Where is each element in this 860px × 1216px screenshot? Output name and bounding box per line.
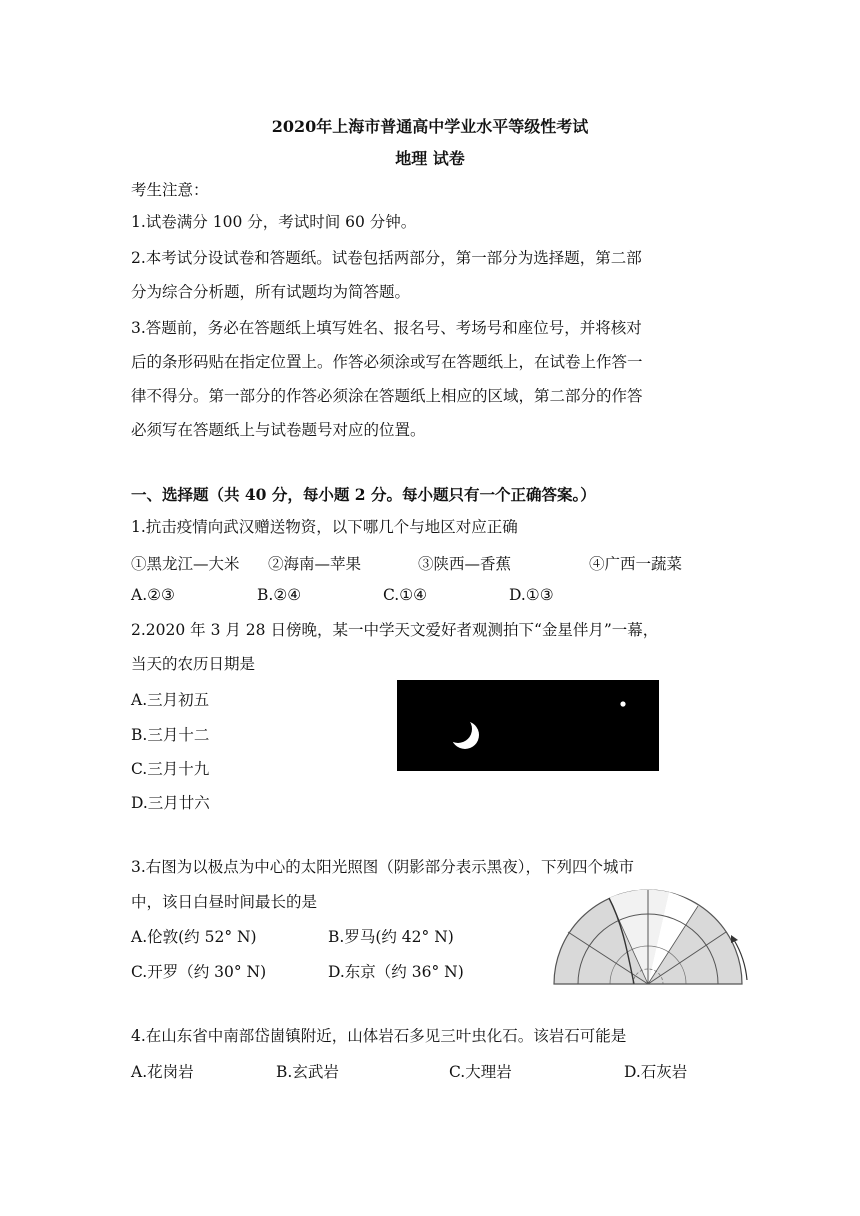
notice-line-4: 3.答题前，务必在答题纸上填写姓名、报名号、考场号和座位号，并将核对 [131,319,642,337]
q4-option-a: A.花岗岩 [131,1063,194,1081]
notice-line-1: 1.试卷满分 100 分，考试时间 60 分钟。 [131,213,417,231]
q4-stem: 4.在山东省中南部岱崮镇附近，山体岩石多见三叶虫化石。该岩石可能是 [131,1027,627,1045]
q1-item-4: ④广西一蔬菜 [589,555,683,573]
q2-stem-line-1: 2.2020 年 3 月 28 日傍晚，某一中学天文爱好者观测拍下“金星伴月”一幕， [131,621,659,639]
q3-stem-line-2: 中，该日白昼时间最长的是 [131,893,318,911]
q3-option-c: C.开罗（约 30° N) [131,963,267,981]
moon-venus-photo [397,680,659,771]
q3-option-b: B.罗马(约 42° N) [328,928,454,946]
crescent-moon-icon [397,680,659,771]
notice-line-3: 分为综合分析题，所有试题均为简答题。 [131,283,411,301]
q3-option-d: D.东京（约 36° N) [328,963,464,981]
exam-subtitle: 地理 试卷 [395,149,465,168]
q1-option-a: A.②③ [131,586,175,604]
polar-sunlight-chart-icon [548,880,753,990]
notice-line-6: 律不得分。第一部分的作答必须涂在答题纸上相应的区域，第二部分的作答 [131,387,643,405]
q1-item-1: ①黑龙江—大米 [131,555,240,573]
q3-stem-line-1: 3.右图为以极点为中心的太阳光照图（阴影部分表示黑夜），下列四个城市 [131,858,635,876]
q2-stem-line-2: 当天的农历日期是 [131,655,256,673]
notice-line-2: 2.本考试分设试卷和答题纸。试卷包括两部分，第一部分为选择题，第二部 [131,249,642,267]
q1-item-3: ③陕西—香蕉 [418,555,512,573]
q2-option-a: A.三月初五 [131,691,210,709]
q3-option-a: A.伦敦(约 52° N) [131,928,257,946]
q4-option-b: B.玄武岩 [276,1063,339,1081]
q1-stem: 1.抗击疫情向武汉赠送物资，以下哪几个与地区对应正确 [131,518,518,536]
q1-option-c: C.①④ [383,586,428,604]
q1-item-2: ②海南—苹果 [268,555,362,573]
section-heading: 一、选择题（共 40 分，每小题 2 分。每小题只有一个正确答案。） [131,485,596,504]
notice-heading: 考生注意： [131,181,209,199]
sunlight-diagram [548,880,753,994]
exam-title: 2020年上海市普通高中学业水平等级性考试 [271,117,589,136]
notice-line-5: 后的条形码贴在指定位置上。作答必须涂或写在答题纸上，在试卷上作答一 [131,353,643,371]
q1-option-b: B.②④ [257,586,302,604]
q2-option-d: D.三月廿六 [131,794,210,812]
q4-option-c: C.大理岩 [449,1063,512,1081]
q2-option-c: C.三月十九 [131,760,210,778]
notice-line-7: 必须写在答题纸上与试卷题号对应的位置。 [131,421,426,439]
q2-option-b: B.三月十二 [131,726,210,744]
q4-option-d: D.石灰岩 [624,1063,688,1081]
q1-option-d: D.①③ [509,586,554,604]
